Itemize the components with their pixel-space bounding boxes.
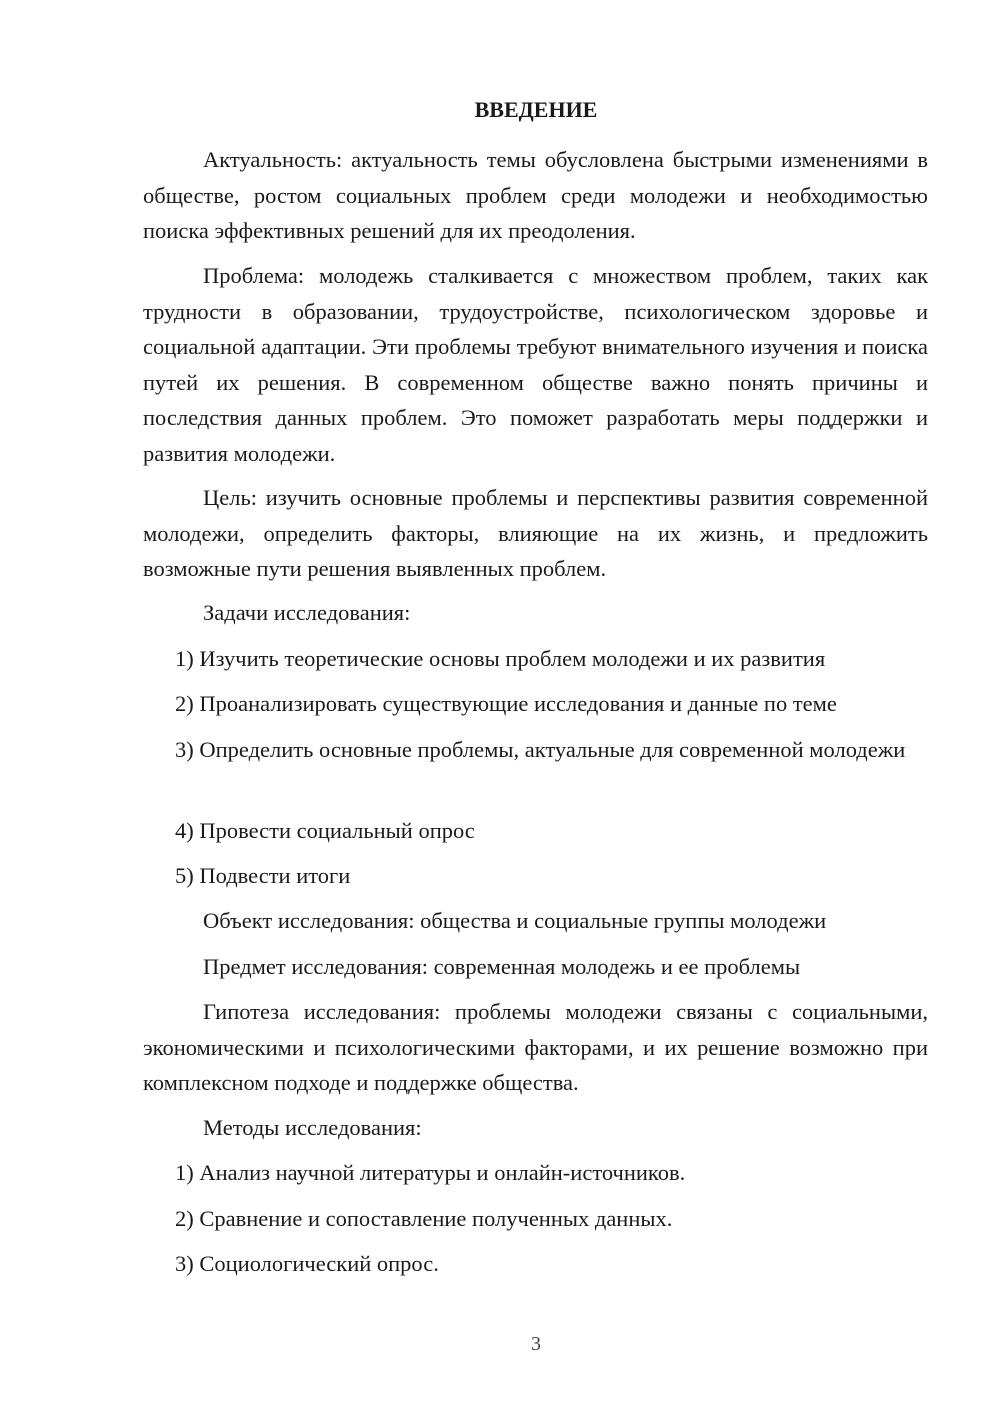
task-item [143,858,928,894]
problem-paragraph [143,258,928,471]
method-item-text: 2) Сравнение и сопоставление полученных данных. [175,1206,673,1231]
task-item-text: 4) Провести социальный опрос [175,818,475,843]
subject-paragraph [143,949,928,985]
method-item-text: 3) Социологический опрос. [175,1251,439,1276]
method-item [143,1246,928,1282]
problem-text: Проблема: молодежь сталкивается с множеством проблем, таких как трудности в образовании, трудоустройстве, психологическом здоровье и социальной адаптации. Эти проблемы требуют внимательного изучения и поиска путей их решения. В современном обществе важно понять причины и последствия данных проблем. Это поможет разработать меры поддержки и развития молодежи. [143,263,928,466]
tasks-heading [143,595,928,631]
methods-heading [143,1110,928,1146]
task-item-text: 3) Определить основные проблемы, актуальные для современной молодежи [175,737,906,762]
hypothesis-text: Гипотеза исследования: проблемы молодежи связаны с социальными, экономическими и психологическими факторами, и их решение возможно при комплексном подходе и поддержке общества. [143,999,928,1095]
subject-text: Предмет исследования: современная молодежь и ее проблемы [203,954,801,979]
method-item [143,1201,928,1237]
task-item-text: 2) Проанализировать существующие исследования и данные по теме [175,691,837,716]
hypothesis-paragraph [143,994,928,1101]
object-text: Объект исследования: общества и социальные группы молодежи [203,908,827,933]
object-paragraph [143,903,928,939]
page-title: ВВЕДЕНИЕ [474,97,598,122]
task-item-text: 5) Подвести итоги [175,863,351,888]
goal-text: Цель: изучить основные проблемы и перспективы развития современной молодежи, определить факторы, влияющие на их жизнь, и предложить возможные пути решения выявленных проблем. [143,485,928,581]
page-number: 3 [531,1333,541,1355]
method-item [143,1155,928,1191]
task-item [143,813,928,849]
task-item [143,686,928,722]
task-item-text: 1) Изучить теоретические основы проблем молодежи и их развития [175,646,826,671]
task-item [143,732,928,768]
methods-heading-text: Методы исследования: [203,1115,422,1140]
tasks-heading-text: Задачи исследования: [203,600,411,625]
task-item [143,641,928,677]
relevance-text: Актуальность: актуальность темы обусловлена быстрыми изменениями в обществе, ростом социальных проблем среди молодежи и необходимостью поиска эффективных решений для их преодоления. [143,147,928,243]
goal-paragraph [143,480,928,587]
relevance-paragraph [143,142,928,249]
method-item-text: 1) Анализ научной литературы и онлайн-источников. [175,1160,686,1185]
